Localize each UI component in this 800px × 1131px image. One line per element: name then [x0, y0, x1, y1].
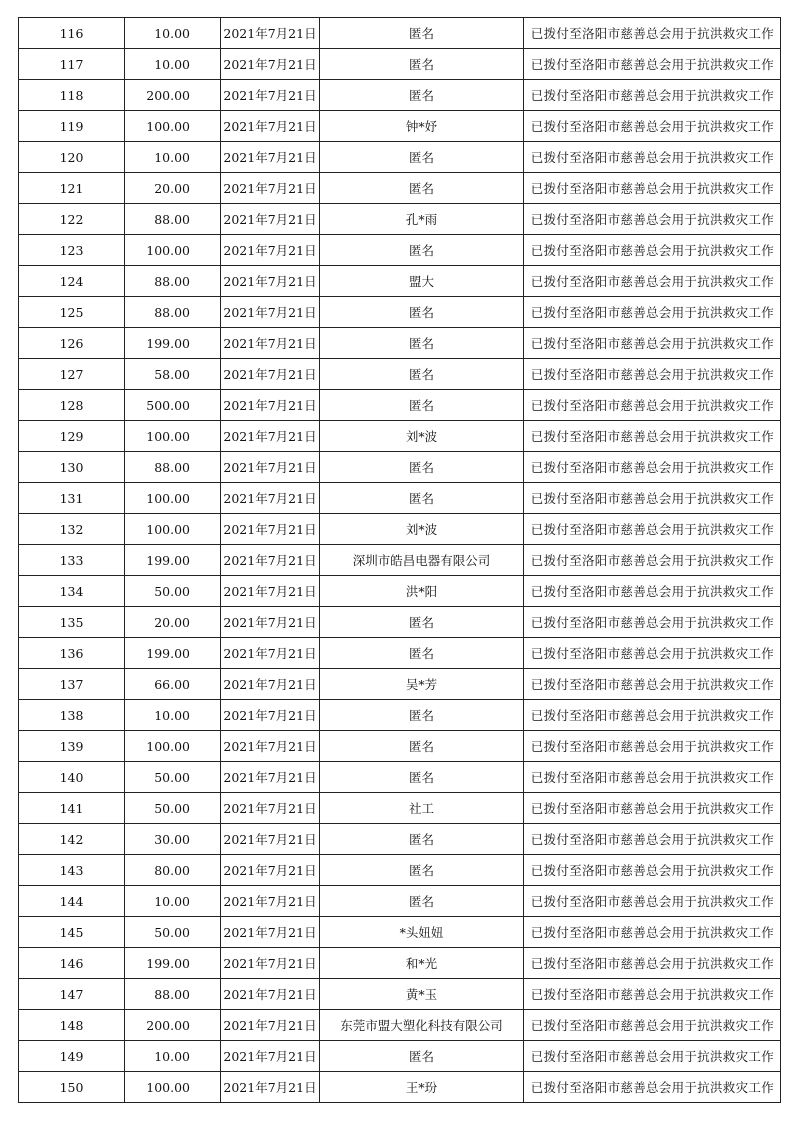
table-row — [19, 266, 781, 297]
cell-amount: 100.00 — [125, 731, 221, 762]
cell-amount: 20.00 — [125, 173, 221, 204]
table-row — [19, 483, 781, 514]
cell-serial-number: 121 — [19, 173, 125, 204]
table-row — [19, 421, 781, 452]
table-row — [19, 824, 781, 855]
cell-amount: 10.00 — [125, 1041, 221, 1072]
cell-amount: 30.00 — [125, 824, 221, 855]
cell-date: 2021年7月21日 — [221, 638, 320, 669]
cell-note: 已拨付至洛阳市慈善总会用于抗洪救灾工作 — [524, 793, 781, 824]
cell-serial-number: 150 — [19, 1072, 125, 1103]
cell-note: 已拨付至洛阳市慈善总会用于抗洪救灾工作 — [524, 452, 781, 483]
cell-date: 2021年7月21日 — [221, 390, 320, 421]
cell-date: 2021年7月21日 — [221, 328, 320, 359]
cell-serial-number: 149 — [19, 1041, 125, 1072]
cell-date: 2021年7月21日 — [221, 824, 320, 855]
cell-serial-number: 122 — [19, 204, 125, 235]
cell-serial-number: 130 — [19, 452, 125, 483]
table-row — [19, 452, 781, 483]
cell-serial-number: 116 — [19, 18, 125, 49]
cell-date: 2021年7月21日 — [221, 483, 320, 514]
cell-donor: 匿名 — [320, 173, 524, 204]
cell-date: 2021年7月21日 — [221, 235, 320, 266]
table-row — [19, 1041, 781, 1072]
cell-donor: 吴*芳 — [320, 669, 524, 700]
cell-amount: 80.00 — [125, 855, 221, 886]
cell-note: 已拨付至洛阳市慈善总会用于抗洪救灾工作 — [524, 235, 781, 266]
cell-serial-number: 143 — [19, 855, 125, 886]
cell-donor: 匿名 — [320, 700, 524, 731]
cell-donor: 匿名 — [320, 886, 524, 917]
cell-donor: 匿名 — [320, 1041, 524, 1072]
table-row — [19, 328, 781, 359]
cell-serial-number: 129 — [19, 421, 125, 452]
cell-date: 2021年7月21日 — [221, 576, 320, 607]
cell-serial-number: 118 — [19, 80, 125, 111]
cell-note: 已拨付至洛阳市慈善总会用于抗洪救灾工作 — [524, 545, 781, 576]
cell-amount: 50.00 — [125, 576, 221, 607]
cell-amount: 100.00 — [125, 514, 221, 545]
cell-serial-number: 147 — [19, 979, 125, 1010]
cell-amount: 100.00 — [125, 235, 221, 266]
cell-date: 2021年7月21日 — [221, 979, 320, 1010]
table-row — [19, 173, 781, 204]
cell-amount: 10.00 — [125, 49, 221, 80]
cell-serial-number: 127 — [19, 359, 125, 390]
table-row — [19, 700, 781, 731]
cell-note: 已拨付至洛阳市慈善总会用于抗洪救灾工作 — [524, 638, 781, 669]
cell-donor: 匿名 — [320, 452, 524, 483]
cell-serial-number: 120 — [19, 142, 125, 173]
cell-donor: 匿名 — [320, 18, 524, 49]
cell-note: 已拨付至洛阳市慈善总会用于抗洪救灾工作 — [524, 421, 781, 452]
cell-amount: 100.00 — [125, 483, 221, 514]
cell-serial-number: 138 — [19, 700, 125, 731]
donation-table-sheet — [18, 17, 780, 1103]
table-row — [19, 948, 781, 979]
cell-amount: 200.00 — [125, 80, 221, 111]
cell-amount: 88.00 — [125, 266, 221, 297]
cell-amount: 88.00 — [125, 204, 221, 235]
cell-note: 已拨付至洛阳市慈善总会用于抗洪救灾工作 — [524, 948, 781, 979]
cell-amount: 199.00 — [125, 328, 221, 359]
cell-date: 2021年7月21日 — [221, 142, 320, 173]
cell-donor: 匿名 — [320, 390, 524, 421]
table-row — [19, 359, 781, 390]
cell-amount: 88.00 — [125, 452, 221, 483]
table-row — [19, 1072, 781, 1103]
cell-donor: 盟大 — [320, 266, 524, 297]
cell-serial-number: 125 — [19, 297, 125, 328]
cell-note: 已拨付至洛阳市慈善总会用于抗洪救灾工作 — [524, 514, 781, 545]
cell-donor: 刘*波 — [320, 514, 524, 545]
cell-date: 2021年7月21日 — [221, 607, 320, 638]
table-row — [19, 514, 781, 545]
cell-donor: 洪*阳 — [320, 576, 524, 607]
cell-amount: 50.00 — [125, 762, 221, 793]
cell-date: 2021年7月21日 — [221, 297, 320, 328]
cell-note: 已拨付至洛阳市慈善总会用于抗洪救灾工作 — [524, 173, 781, 204]
cell-date: 2021年7月21日 — [221, 80, 320, 111]
cell-donor: *头妞妞 — [320, 917, 524, 948]
cell-serial-number: 148 — [19, 1010, 125, 1041]
cell-donor: 孔*雨 — [320, 204, 524, 235]
cell-date: 2021年7月21日 — [221, 762, 320, 793]
cell-note: 已拨付至洛阳市慈善总会用于抗洪救灾工作 — [524, 824, 781, 855]
cell-donor: 匿名 — [320, 824, 524, 855]
cell-date: 2021年7月21日 — [221, 111, 320, 142]
cell-date: 2021年7月21日 — [221, 731, 320, 762]
cell-date: 2021年7月21日 — [221, 545, 320, 576]
table-row — [19, 576, 781, 607]
cell-date: 2021年7月21日 — [221, 173, 320, 204]
table-row — [19, 607, 781, 638]
cell-date: 2021年7月21日 — [221, 1041, 320, 1072]
cell-donor: 匿名 — [320, 638, 524, 669]
table-row — [19, 762, 781, 793]
cell-amount: 500.00 — [125, 390, 221, 421]
cell-note: 已拨付至洛阳市慈善总会用于抗洪救灾工作 — [524, 979, 781, 1010]
cell-amount: 50.00 — [125, 793, 221, 824]
cell-note: 已拨付至洛阳市慈善总会用于抗洪救灾工作 — [524, 390, 781, 421]
cell-amount: 199.00 — [125, 545, 221, 576]
cell-serial-number: 144 — [19, 886, 125, 917]
cell-date: 2021年7月21日 — [221, 669, 320, 700]
table-row — [19, 545, 781, 576]
cell-donor: 深圳市皓昌电器有限公司 — [320, 545, 524, 576]
cell-date: 2021年7月21日 — [221, 266, 320, 297]
cell-note: 已拨付至洛阳市慈善总会用于抗洪救灾工作 — [524, 731, 781, 762]
cell-note: 已拨付至洛阳市慈善总会用于抗洪救灾工作 — [524, 111, 781, 142]
cell-note: 已拨付至洛阳市慈善总会用于抗洪救灾工作 — [524, 483, 781, 514]
cell-amount: 66.00 — [125, 669, 221, 700]
cell-note: 已拨付至洛阳市慈善总会用于抗洪救灾工作 — [524, 607, 781, 638]
donation-table-body — [19, 18, 781, 1103]
cell-serial-number: 134 — [19, 576, 125, 607]
cell-amount: 50.00 — [125, 917, 221, 948]
cell-donor: 黄*玉 — [320, 979, 524, 1010]
cell-serial-number: 136 — [19, 638, 125, 669]
cell-date: 2021年7月21日 — [221, 793, 320, 824]
cell-donor: 和*光 — [320, 948, 524, 979]
cell-date: 2021年7月21日 — [221, 948, 320, 979]
cell-amount: 88.00 — [125, 979, 221, 1010]
cell-amount: 10.00 — [125, 886, 221, 917]
cell-serial-number: 139 — [19, 731, 125, 762]
cell-amount: 100.00 — [125, 1072, 221, 1103]
table-row — [19, 1010, 781, 1041]
cell-serial-number: 145 — [19, 917, 125, 948]
cell-donor: 匿名 — [320, 235, 524, 266]
cell-serial-number: 131 — [19, 483, 125, 514]
cell-date: 2021年7月21日 — [221, 49, 320, 80]
cell-amount: 88.00 — [125, 297, 221, 328]
cell-serial-number: 119 — [19, 111, 125, 142]
cell-donor: 王*玢 — [320, 1072, 524, 1103]
table-row — [19, 886, 781, 917]
cell-donor: 匿名 — [320, 731, 524, 762]
cell-amount: 199.00 — [125, 948, 221, 979]
cell-date: 2021年7月21日 — [221, 1072, 320, 1103]
cell-donor: 匿名 — [320, 855, 524, 886]
cell-amount: 20.00 — [125, 607, 221, 638]
cell-donor: 匿名 — [320, 359, 524, 390]
table-row — [19, 80, 781, 111]
cell-date: 2021年7月21日 — [221, 18, 320, 49]
table-row — [19, 390, 781, 421]
cell-note: 已拨付至洛阳市慈善总会用于抗洪救灾工作 — [524, 1041, 781, 1072]
cell-note: 已拨付至洛阳市慈善总会用于抗洪救灾工作 — [524, 359, 781, 390]
cell-donor: 匿名 — [320, 49, 524, 80]
cell-donor: 匿名 — [320, 483, 524, 514]
cell-note: 已拨付至洛阳市慈善总会用于抗洪救灾工作 — [524, 266, 781, 297]
cell-serial-number: 140 — [19, 762, 125, 793]
cell-donor: 钟*妤 — [320, 111, 524, 142]
cell-serial-number: 142 — [19, 824, 125, 855]
table-row — [19, 111, 781, 142]
cell-serial-number: 126 — [19, 328, 125, 359]
table-row — [19, 142, 781, 173]
cell-note: 已拨付至洛阳市慈善总会用于抗洪救灾工作 — [524, 204, 781, 235]
cell-note: 已拨付至洛阳市慈善总会用于抗洪救灾工作 — [524, 18, 781, 49]
table-row — [19, 793, 781, 824]
cell-serial-number: 128 — [19, 390, 125, 421]
cell-note: 已拨付至洛阳市慈善总会用于抗洪救灾工作 — [524, 297, 781, 328]
table-row — [19, 204, 781, 235]
cell-note: 已拨付至洛阳市慈善总会用于抗洪救灾工作 — [524, 576, 781, 607]
cell-note: 已拨付至洛阳市慈善总会用于抗洪救灾工作 — [524, 142, 781, 173]
table-row — [19, 18, 781, 49]
cell-date: 2021年7月21日 — [221, 700, 320, 731]
cell-amount: 10.00 — [125, 142, 221, 173]
cell-date: 2021年7月21日 — [221, 359, 320, 390]
cell-note: 已拨付至洛阳市慈善总会用于抗洪救灾工作 — [524, 855, 781, 886]
cell-donor: 匿名 — [320, 297, 524, 328]
table-row — [19, 979, 781, 1010]
cell-note: 已拨付至洛阳市慈善总会用于抗洪救灾工作 — [524, 762, 781, 793]
table-row — [19, 49, 781, 80]
cell-date: 2021年7月21日 — [221, 514, 320, 545]
cell-date: 2021年7月21日 — [221, 204, 320, 235]
cell-donor: 东莞市盟大塑化科技有限公司 — [320, 1010, 524, 1041]
cell-note: 已拨付至洛阳市慈善总会用于抗洪救灾工作 — [524, 1072, 781, 1103]
cell-amount: 100.00 — [125, 111, 221, 142]
cell-note: 已拨付至洛阳市慈善总会用于抗洪救灾工作 — [524, 1010, 781, 1041]
cell-note: 已拨付至洛阳市慈善总会用于抗洪救灾工作 — [524, 49, 781, 80]
cell-amount: 58.00 — [125, 359, 221, 390]
table-row — [19, 855, 781, 886]
cell-amount: 200.00 — [125, 1010, 221, 1041]
cell-note: 已拨付至洛阳市慈善总会用于抗洪救灾工作 — [524, 700, 781, 731]
cell-date: 2021年7月21日 — [221, 855, 320, 886]
cell-donor: 匿名 — [320, 328, 524, 359]
cell-note: 已拨付至洛阳市慈善总会用于抗洪救灾工作 — [524, 669, 781, 700]
cell-serial-number: 132 — [19, 514, 125, 545]
cell-serial-number: 123 — [19, 235, 125, 266]
cell-note: 已拨付至洛阳市慈善总会用于抗洪救灾工作 — [524, 886, 781, 917]
cell-amount: 10.00 — [125, 700, 221, 731]
cell-date: 2021年7月21日 — [221, 886, 320, 917]
cell-donor: 匿名 — [320, 607, 524, 638]
cell-donor: 匿名 — [320, 142, 524, 173]
cell-date: 2021年7月21日 — [221, 917, 320, 948]
cell-serial-number: 146 — [19, 948, 125, 979]
table-row — [19, 235, 781, 266]
table-row — [19, 731, 781, 762]
cell-donor: 匿名 — [320, 762, 524, 793]
cell-amount: 100.00 — [125, 421, 221, 452]
table-row — [19, 297, 781, 328]
cell-donor: 社工 — [320, 793, 524, 824]
cell-serial-number: 117 — [19, 49, 125, 80]
cell-serial-number: 135 — [19, 607, 125, 638]
table-row — [19, 669, 781, 700]
cell-date: 2021年7月21日 — [221, 1010, 320, 1041]
cell-amount: 199.00 — [125, 638, 221, 669]
cell-amount: 10.00 — [125, 18, 221, 49]
cell-donor: 刘*波 — [320, 421, 524, 452]
cell-date: 2021年7月21日 — [221, 452, 320, 483]
table-row — [19, 638, 781, 669]
cell-note: 已拨付至洛阳市慈善总会用于抗洪救灾工作 — [524, 80, 781, 111]
cell-note: 已拨付至洛阳市慈善总会用于抗洪救灾工作 — [524, 328, 781, 359]
cell-donor: 匿名 — [320, 80, 524, 111]
cell-date: 2021年7月21日 — [221, 421, 320, 452]
cell-serial-number: 137 — [19, 669, 125, 700]
cell-serial-number: 133 — [19, 545, 125, 576]
cell-serial-number: 141 — [19, 793, 125, 824]
table-row — [19, 917, 781, 948]
cell-serial-number: 124 — [19, 266, 125, 297]
donation-table — [18, 17, 781, 1103]
cell-note: 已拨付至洛阳市慈善总会用于抗洪救灾工作 — [524, 917, 781, 948]
